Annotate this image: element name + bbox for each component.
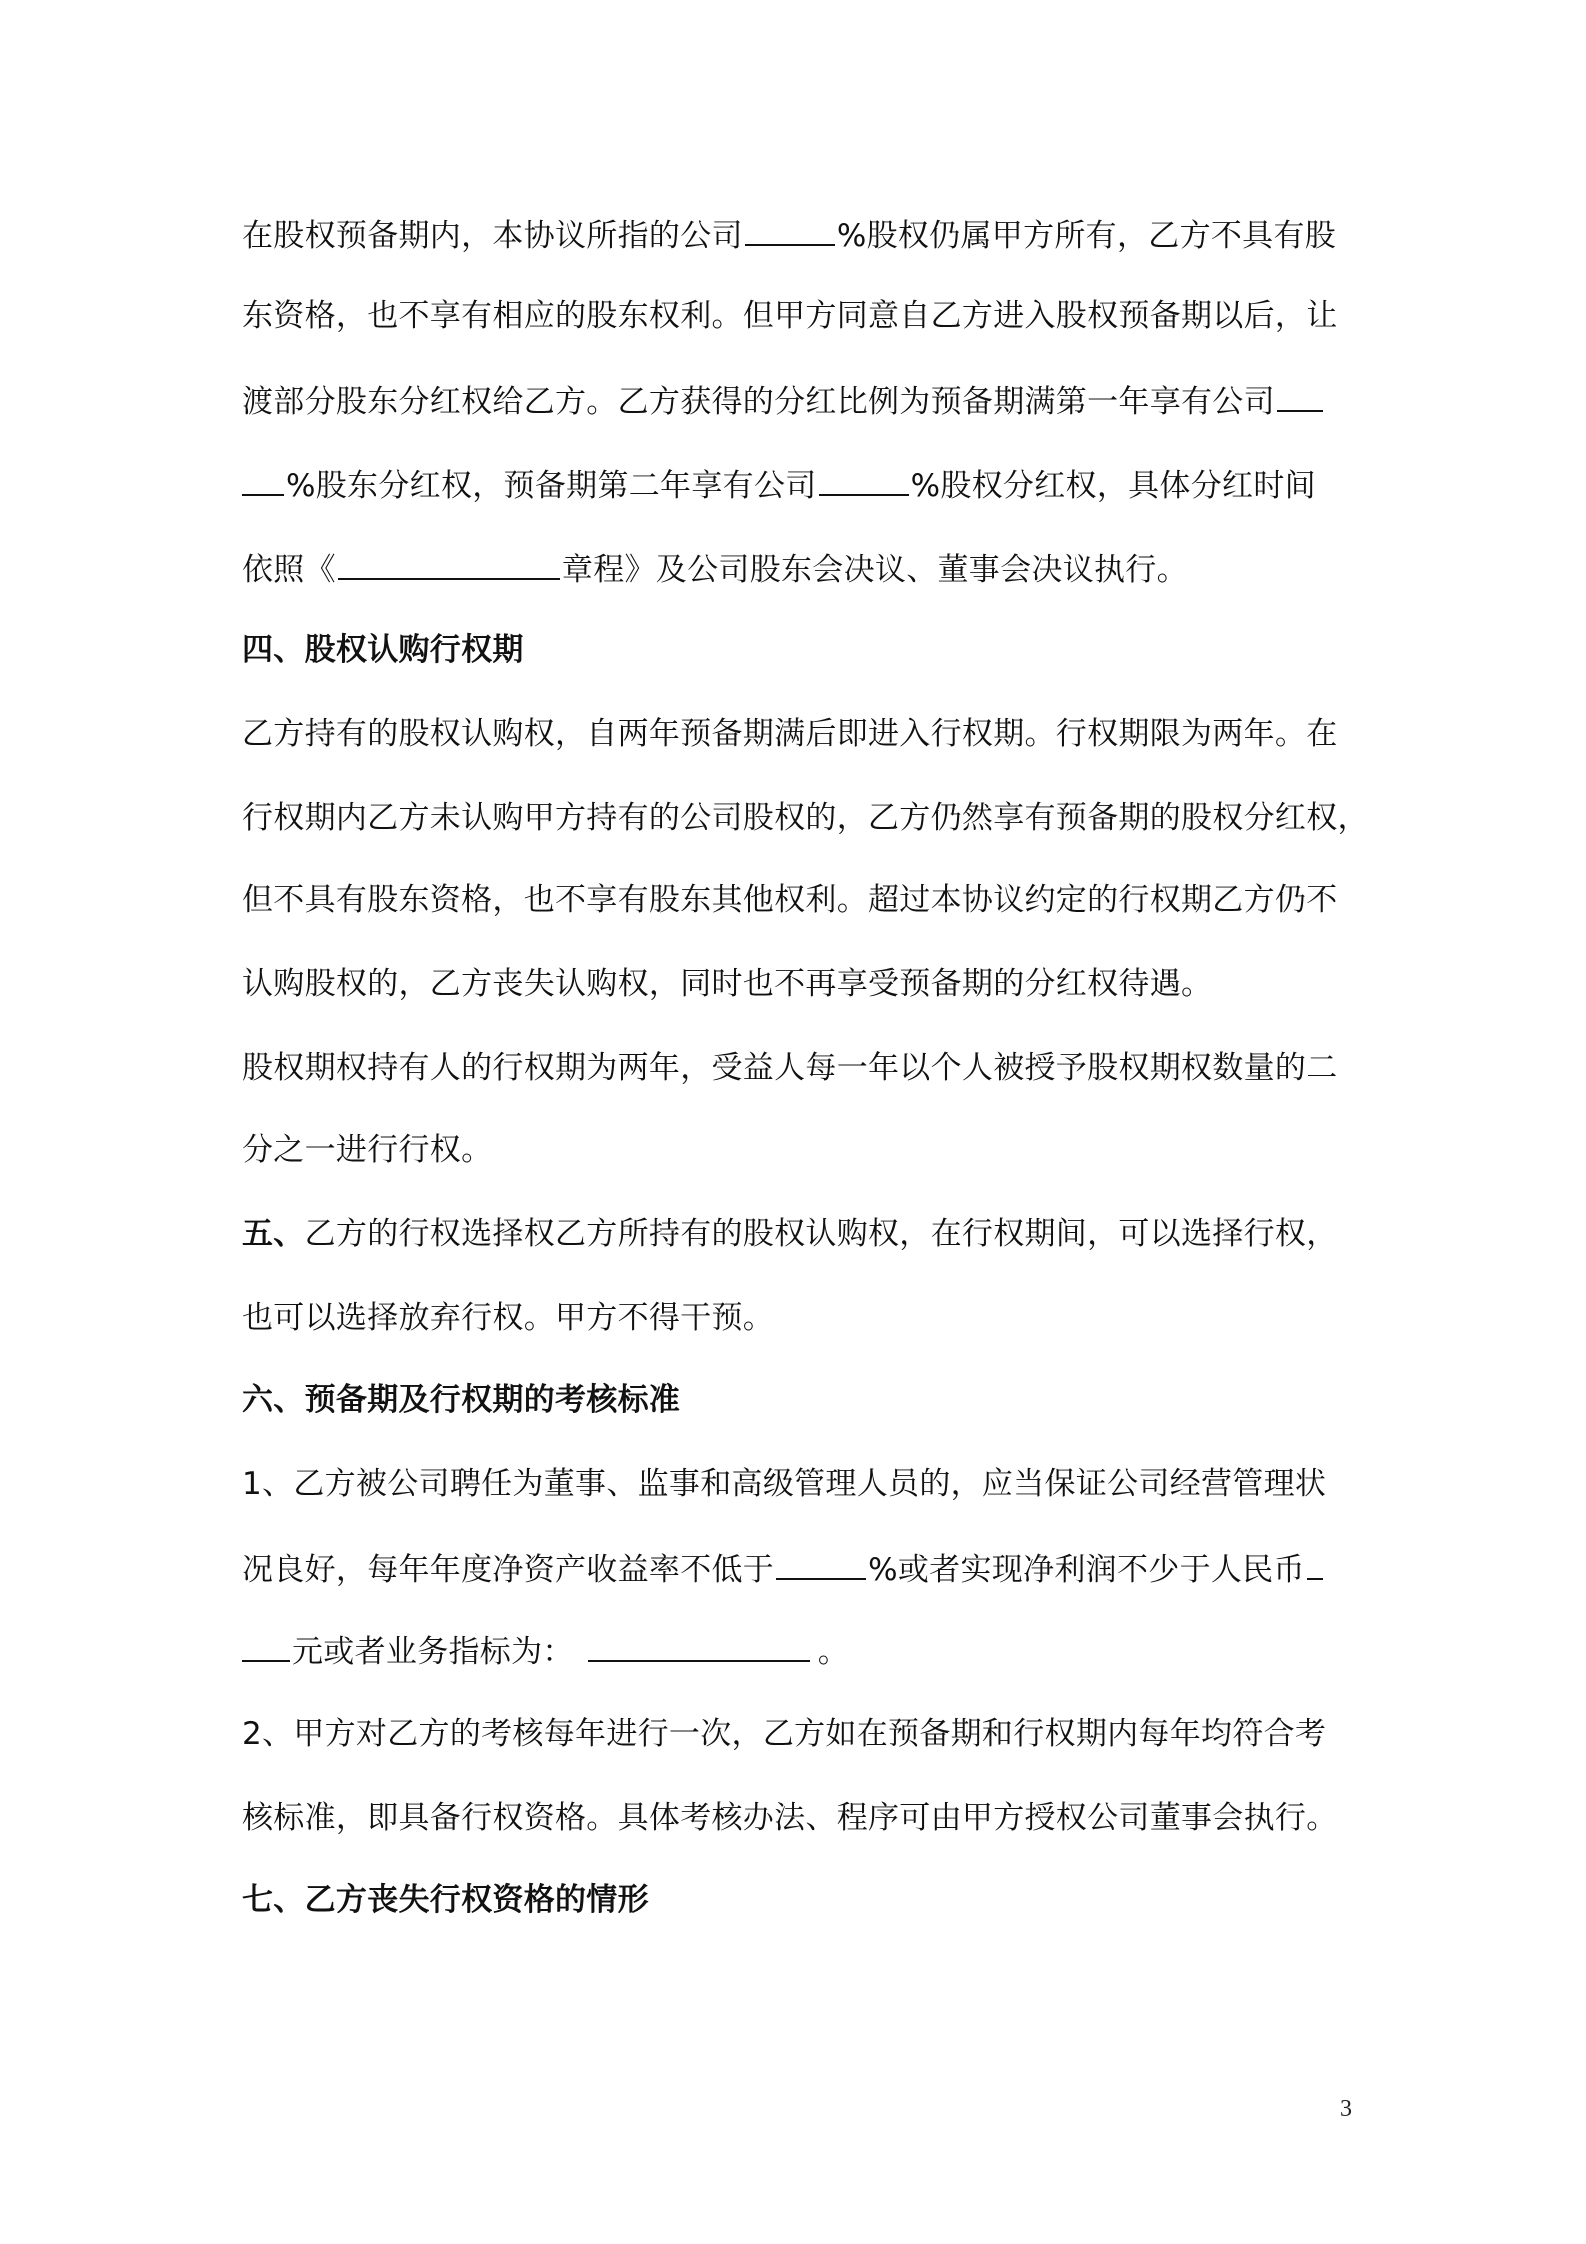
- text-line: 2、甲方对乙方的考核每年进行一次，乙方如在预备期和行权期内每年均符合考: [242, 1716, 1327, 1752]
- text-fragment: %股东分红权，预备期第二年享有公司: [286, 468, 817, 504]
- text-fragment: %股权仍属甲方所有，乙方不具有股: [836, 218, 1337, 254]
- text-line: 1、乙方被公司聘任为董事、监事和高级管理人员的，应当保证公司经营管理状: [242, 1466, 1327, 1502]
- text-fragment: 渡部分股东分红权给乙方。乙方获得的分红比例为预备期满第一年享有公司: [242, 384, 1275, 420]
- text-line: 也可以选择放弃行权。甲方不得干预。: [242, 1300, 775, 1336]
- blank-field: [819, 464, 909, 496]
- text-line: [242, 1214, 1362, 1254]
- text-fragment: 章程》及公司股东会决议、董事会决议执行。: [561, 552, 1188, 588]
- text-line: [242, 380, 1362, 422]
- section-heading: 七、乙方丧失行权资格的情形: [242, 1882, 649, 1918]
- text-line: [242, 1548, 1362, 1590]
- blank-field: [338, 548, 560, 580]
- blank-field: [776, 1548, 866, 1580]
- text-line: 但不具有股东资格，也不享有股东其他权利。超过本协议约定的行权期乙方仍不: [242, 882, 1338, 918]
- text-fragment: 乙方的行权选择权乙方所持有的股权认购权，在行权期间，可以选择行权，: [304, 1216, 1338, 1252]
- text-fragment: 依照《: [242, 552, 336, 588]
- section-heading: 六、预备期及行权期的考核标准: [242, 1382, 681, 1418]
- text-fragment: 。: [817, 1634, 850, 1670]
- text-line: 东资格，也不享有相应的股东权利。但甲方同意自乙方进入股权预备期以后，让: [242, 298, 1338, 334]
- text-line: 乙方持有的股权认购权，自两年预备期满后即进入行权期。行权期限为两年。在: [242, 716, 1338, 752]
- page-number: 3: [1340, 2096, 1352, 2122]
- text-fragment: %股权分红权，具体分红时间: [910, 468, 1316, 504]
- text-fragment: 元或者业务指标为：: [292, 1634, 574, 1670]
- blank-field: [1307, 1548, 1323, 1580]
- text-line: 行权期内乙方未认购甲方持有的公司股权的，乙方仍然享有预备期的股权分红权，: [242, 800, 1369, 836]
- text-line: 认购股权的，乙方丧失认购权，同时也不再享受预备期的分红权待遇。: [242, 966, 1213, 1002]
- blank-field: [588, 1630, 810, 1662]
- text-line: [242, 214, 1362, 256]
- text-line: 股权期权持有人的行权期为两年，受益人每一年以个人被授予股权期权数量的二: [242, 1050, 1338, 1086]
- section-heading: 五、: [242, 1216, 305, 1252]
- text-fragment: 况良好，每年年度净资产收益率不低于: [242, 1552, 775, 1588]
- text-line: [242, 1630, 1362, 1672]
- section-heading: 四、股权认购行权期: [242, 632, 524, 668]
- blank-field: [1277, 380, 1323, 412]
- text-line: 核标准，即具备行权资格。具体考核办法、程序可由甲方授权公司董事会执行。: [242, 1800, 1338, 1836]
- blank-field: [745, 214, 835, 246]
- text-line: [242, 464, 1362, 506]
- blank-field: [242, 464, 284, 496]
- text-line: [242, 548, 1362, 590]
- text-line: 分之一进行行权。: [242, 1132, 493, 1168]
- text-fragment: 在股权预备期内，本协议所指的公司: [242, 218, 743, 254]
- blank-field: [242, 1630, 290, 1662]
- text-fragment: %或者实现净利润不少于人民币: [868, 1552, 1305, 1588]
